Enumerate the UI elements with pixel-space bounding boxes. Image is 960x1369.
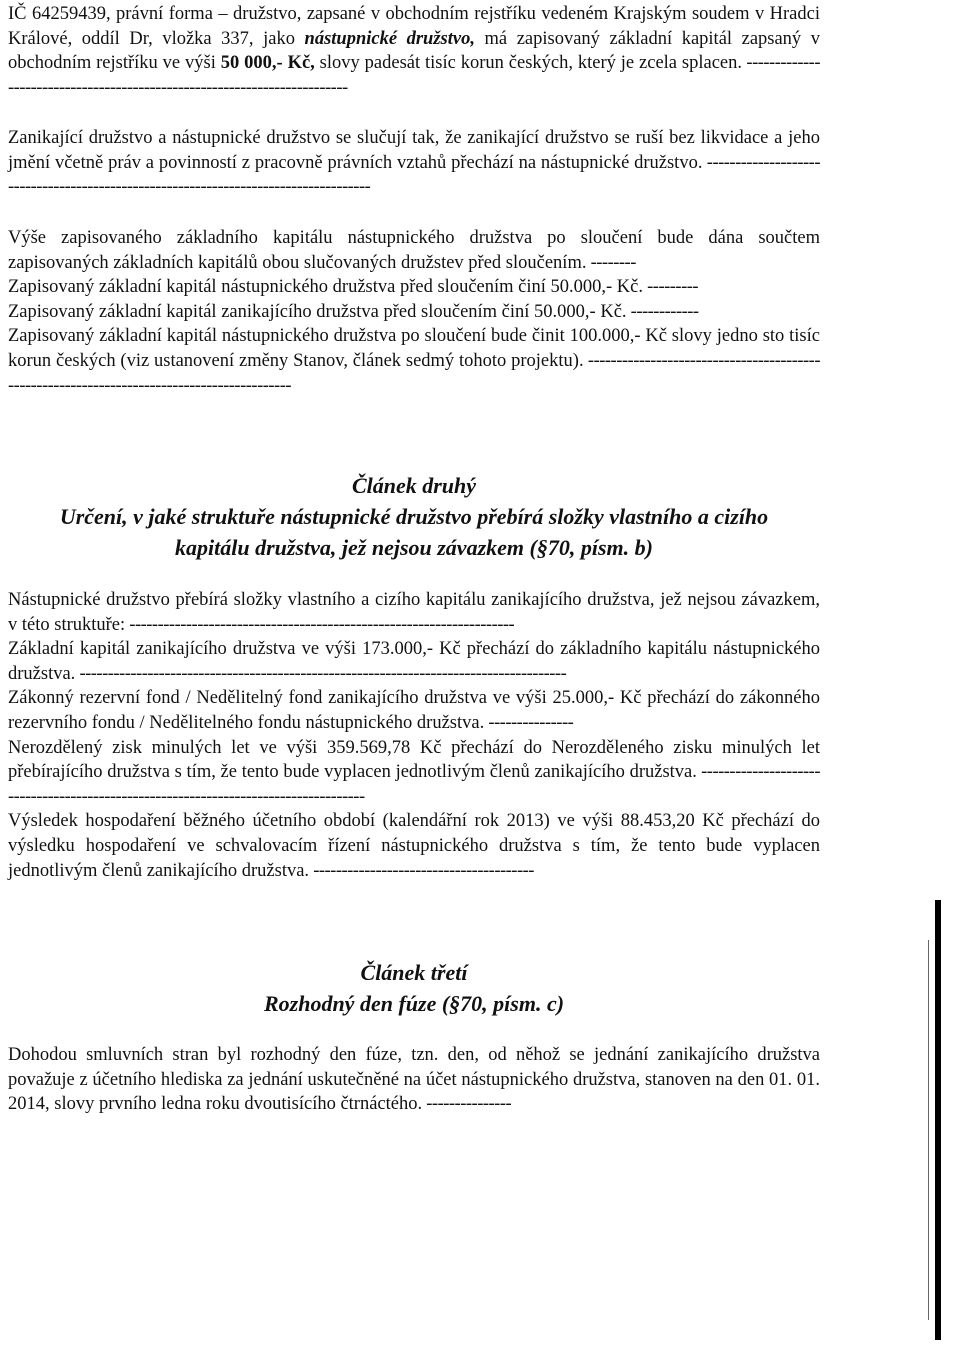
article-3-p1-text: Dohodou smluvních stran byl rozhodný den fúze, tzn. den, od něhož se jednání zanikajícího družstva považuje z účetního hlediska za jednání uskutečněné na účet nástupnického družstva, stanoven na den 01. 01. 2014, slovy prvního ledna roku dvoutisícího čtrnáctého. [8,1045,820,1115]
dash-filler: ------------------------------------------------------------------------------------ [8,762,820,807]
scan-artifact-edge [935,900,941,1340]
article-2-p3-text: Zákonný rezervní fond / Nedělitelný fond zanikajícího družstva ve výši 25.000,- Kč přechází do zákonného rezervního fondu / Nedělitelného fondu nástupnického družstva. [8,688,820,733]
article-3-title: Článek třetí [360,960,468,985]
dash-filler: ------------------------------------------------------------------------------------------- [8,350,820,396]
intro-prefix: IČ 64259439, právní forma – družstvo, zapsané v obchodním rejstříku vedeném Krajským soudem v Hradci Králové, oddíl Dr, vložka 337, jako [8,4,820,49]
article-2-paragraph-4 [8,736,820,810]
article-2-paragraph-1 [8,588,820,637]
article-2-p4-text: Nerozdělený zisk minulých let ve výši 359.569,78 Kč přechází do Nerozděleného zisku minulých let přebírajícího družstva s tím, že tento bude vyplacen jednotlivým členů zanikajícího družstva. [8,737,820,783]
dash-filler: -------------------------------------------------------------------- [125,614,515,635]
article-2-title: Článek druhý [351,473,477,498]
merger-section [8,126,820,200]
article-3-subtitle: Rozhodný den fúze (§70, písm. c) [263,991,565,1016]
article-2-p2-text: Základní kapitál zanikajícího družstva ve výši 173.000,- Kč přechází do základního kapitálu nástupnického družstva. [8,639,820,684]
dash-filler: ------------ [626,301,699,322]
article-2-paragraph-3 [8,686,820,735]
merger-paragraph [8,126,820,200]
capital-line-1-text: Výše zapisovaného základního kapitálu nástupnického družstva po sloučení bude dána součtem zapisovaných základních kapitálů obou slučovaných družstev před sloučením. [8,228,820,273]
article-3-heading [8,957,820,1019]
scan-artifact-thin [928,940,929,1320]
dash-filler: -------- [586,252,636,273]
article-2-paragraph-5 [8,809,820,883]
dash-filler: --------- [643,277,699,298]
successor-term: nástupnické družstvo, [304,28,475,49]
capital-line-4-text: Zapisovaný základní kapitál nástupnického družstva po sloučení bude činit 100.000,- Kč slovy jedno sto tisíc korun českých (viz ustanovení změny Stanov, článek sedmý tohoto projektu). [8,326,820,371]
capital-amount: 50 000,- Kč, [220,53,315,74]
capital-line-3 [8,300,820,325]
article-2-heading [8,470,820,563]
article-2-subtitle: Určení, v jaké struktuře nástupnické družstvo přebírá složky vlastního a cizího kapitálu družstva, jež nejsou závazkem (§70, písm. b) [59,504,769,560]
capital-line-1 [8,226,820,275]
article-2-paragraph-2 [8,637,820,686]
dash-filler: ------------------------------------------------------------------------- [8,53,820,98]
article-2-body [8,588,820,883]
capital-line-4 [8,324,820,398]
article-2-p1-text: Nástupnické družstvo přebírá složky vlastního a cizího kapitálu zanikajícího družstva, jež nejsou závazkem, v této struktuře: [8,590,820,635]
dash-filler: --------------------------------------- [309,860,534,881]
intro-middle: má zapisovaný základní kapitál zapsaný v obchodním rejstříku ve výši [8,28,820,74]
dash-filler: --------------- [422,1094,512,1115]
dash-filler: -------------------------------------------------------------------------------------- [75,663,567,684]
dash-filler: ------------------------------------------------------------------------------------ [8,152,820,198]
capital-line-2 [8,275,820,300]
capital-line-3-text: Zapisovaný základní kapitál zanikajícího družstva před sloučením činí 50.000,- Kč. [8,301,627,322]
intro-suffix: slovy padesát tisíc korun českých, který je zcela splacen. [314,53,743,74]
article-2-p5-text: Výsledek hospodaření běžného účetního období (kalendářní rok 2013) ve výši 88.453,20 Kč přechází do výsledku hospodaření ve schvalovacím řízení nástupnického družstva s tím, že tento bude vyplacen jednotlivým členů zanikajícího družstva. [8,811,820,881]
intro-section [8,2,820,100]
capital-line-2-text: Zapisovaný základní kapitál nástupnického družstva před sloučením činí 50.000,- Kč. [8,277,643,298]
dash-filler: --------------- [484,712,574,733]
intro-paragraph [8,2,820,100]
article-3-paragraph-1 [8,1043,820,1117]
merger-text: Zanikající družstvo a nástupnické družstvo se slučují tak, že zanikající družstvo se ruší bez likvidace a jeho jmění včetně práv a povinností z pracovně právních vztahů přechází na nástupnické družstvo. [8,128,820,173]
capital-section [8,226,820,398]
article-3-body [8,1043,820,1117]
